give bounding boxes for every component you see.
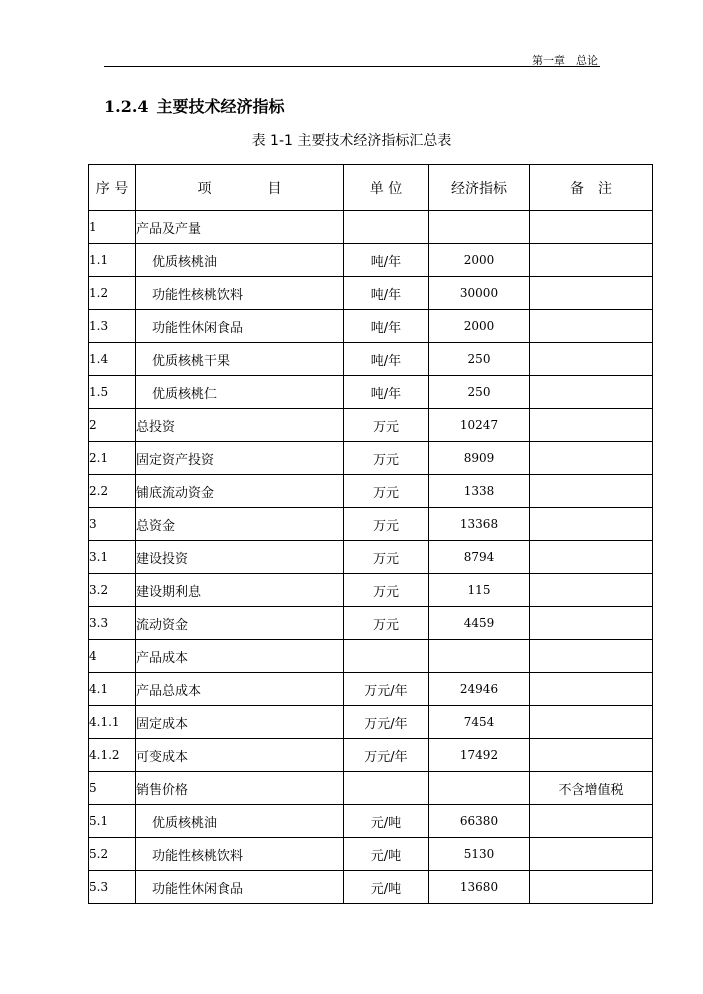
row-value: 4459 <box>429 607 530 640</box>
row-unit: 万元 <box>344 541 429 574</box>
table-row <box>89 739 653 772</box>
row-unit: 吨/年 <box>344 277 429 310</box>
table-row <box>89 508 653 541</box>
row-value: 17492 <box>429 739 530 772</box>
header-rule <box>104 66 600 67</box>
row-item: 优质核桃油 <box>136 805 344 838</box>
header-value: 经济指标 <box>429 165 530 211</box>
row-unit: 吨/年 <box>344 343 429 376</box>
table-row <box>89 607 653 640</box>
row-seq: 1 <box>89 211 136 244</box>
row-value: 5130 <box>429 838 530 871</box>
row-item: 优质核桃油 <box>136 244 344 277</box>
row-value <box>429 640 530 673</box>
row-item: 功能性休闲食品 <box>136 871 344 904</box>
row-seq: 2.2 <box>89 475 136 508</box>
table-row <box>89 211 653 244</box>
row-seq: 1.3 <box>89 310 136 343</box>
row-note <box>530 805 653 838</box>
table-row <box>89 838 653 871</box>
row-unit: 万元/年 <box>344 706 429 739</box>
header-unit: 单 位 <box>344 165 429 211</box>
row-value: 8909 <box>429 442 530 475</box>
row-note <box>530 574 653 607</box>
table-row <box>89 673 653 706</box>
row-seq: 3.3 <box>89 607 136 640</box>
row-value <box>429 772 530 805</box>
row-value: 8794 <box>429 541 530 574</box>
row-value: 2000 <box>429 244 530 277</box>
table-row <box>89 343 653 376</box>
table-row <box>89 805 653 838</box>
indicator-table <box>88 164 653 904</box>
row-unit: 万元/年 <box>344 673 429 706</box>
row-item: 产品成本 <box>136 640 344 673</box>
row-note <box>530 277 653 310</box>
row-seq: 3.1 <box>89 541 136 574</box>
row-item: 可变成本 <box>136 739 344 772</box>
row-item: 销售价格 <box>136 772 344 805</box>
row-item: 建设期利息 <box>136 574 344 607</box>
row-note <box>530 838 653 871</box>
row-seq: 1.1 <box>89 244 136 277</box>
row-item: 固定资产投资 <box>136 442 344 475</box>
table-row <box>89 277 653 310</box>
row-note <box>530 673 653 706</box>
row-note <box>530 706 653 739</box>
row-note <box>530 607 653 640</box>
row-seq: 2 <box>89 409 136 442</box>
row-item: 建设投资 <box>136 541 344 574</box>
header-seq: 序 号 <box>89 165 136 211</box>
table-row <box>89 475 653 508</box>
row-note <box>530 376 653 409</box>
row-note <box>530 244 653 277</box>
row-unit: 万元/年 <box>344 739 429 772</box>
row-item: 总投资 <box>136 409 344 442</box>
table-header-row <box>89 165 653 211</box>
row-seq: 5.3 <box>89 871 136 904</box>
table-row <box>89 310 653 343</box>
row-value: 66380 <box>429 805 530 838</box>
row-item: 功能性核桃饮料 <box>136 277 344 310</box>
row-note <box>530 739 653 772</box>
row-value <box>429 211 530 244</box>
row-unit: 吨/年 <box>344 244 429 277</box>
row-note <box>530 343 653 376</box>
row-unit <box>344 772 429 805</box>
row-note <box>530 409 653 442</box>
section-number: 1.2.4 <box>104 97 149 116</box>
section-heading <box>104 94 285 117</box>
row-seq: 2.1 <box>89 442 136 475</box>
table-row <box>89 640 653 673</box>
row-seq: 3.2 <box>89 574 136 607</box>
row-value: 30000 <box>429 277 530 310</box>
row-seq: 4.1.1 <box>89 706 136 739</box>
row-value: 250 <box>429 376 530 409</box>
row-value: 13368 <box>429 508 530 541</box>
section-title: 主要技术经济指标 <box>156 97 285 116</box>
row-unit: 万元 <box>344 574 429 607</box>
row-item: 功能性休闲食品 <box>136 310 344 343</box>
row-note <box>530 640 653 673</box>
row-value: 10247 <box>429 409 530 442</box>
row-value: 13680 <box>429 871 530 904</box>
row-note <box>530 211 653 244</box>
row-value: 2000 <box>429 310 530 343</box>
row-unit <box>344 211 429 244</box>
row-note <box>530 475 653 508</box>
row-item: 总资金 <box>136 508 344 541</box>
table-row <box>89 541 653 574</box>
header-note: 备 注 <box>530 165 653 211</box>
table-row <box>89 442 653 475</box>
row-seq: 1.4 <box>89 343 136 376</box>
row-seq: 4.1 <box>89 673 136 706</box>
row-value: 24946 <box>429 673 530 706</box>
row-item: 产品总成本 <box>136 673 344 706</box>
row-seq: 3 <box>89 508 136 541</box>
row-note: 不含增值税 <box>530 772 653 805</box>
row-unit <box>344 640 429 673</box>
header-item: 项 目 <box>136 165 344 211</box>
table-row <box>89 409 653 442</box>
row-unit: 吨/年 <box>344 310 429 343</box>
row-value: 1338 <box>429 475 530 508</box>
row-item: 功能性核桃饮料 <box>136 838 344 871</box>
table-row <box>89 871 653 904</box>
row-item: 产品及产量 <box>136 211 344 244</box>
row-seq: 5.2 <box>89 838 136 871</box>
row-item: 流动资金 <box>136 607 344 640</box>
row-unit: 元/吨 <box>344 838 429 871</box>
row-item: 固定成本 <box>136 706 344 739</box>
row-value: 250 <box>429 343 530 376</box>
row-unit: 吨/年 <box>344 376 429 409</box>
row-unit: 万元 <box>344 409 429 442</box>
row-unit: 万元 <box>344 475 429 508</box>
row-value: 7454 <box>429 706 530 739</box>
row-note <box>530 442 653 475</box>
table-row <box>89 244 653 277</box>
row-seq: 1.5 <box>89 376 136 409</box>
row-item: 铺底流动资金 <box>136 475 344 508</box>
row-note <box>530 508 653 541</box>
row-seq: 4 <box>89 640 136 673</box>
table-caption: 表 1-1 主要技术经济指标汇总表 <box>251 133 452 149</box>
row-note <box>530 310 653 343</box>
row-seq: 5.1 <box>89 805 136 838</box>
row-note <box>530 871 653 904</box>
table-body <box>89 211 653 904</box>
row-value: 115 <box>429 574 530 607</box>
table-row <box>89 376 653 409</box>
table-row <box>89 772 653 805</box>
row-seq: 5 <box>89 772 136 805</box>
row-item: 优质核桃干果 <box>136 343 344 376</box>
running-header: 第一章 总论 <box>532 54 598 67</box>
row-unit: 万元 <box>344 607 429 640</box>
row-item: 优质核桃仁 <box>136 376 344 409</box>
row-unit: 元/吨 <box>344 871 429 904</box>
row-unit: 万元 <box>344 442 429 475</box>
row-seq: 4.1.2 <box>89 739 136 772</box>
row-unit: 元/吨 <box>344 805 429 838</box>
row-unit: 万元 <box>344 508 429 541</box>
row-note <box>530 541 653 574</box>
row-seq: 1.2 <box>89 277 136 310</box>
table-row <box>89 706 653 739</box>
table-row <box>89 574 653 607</box>
